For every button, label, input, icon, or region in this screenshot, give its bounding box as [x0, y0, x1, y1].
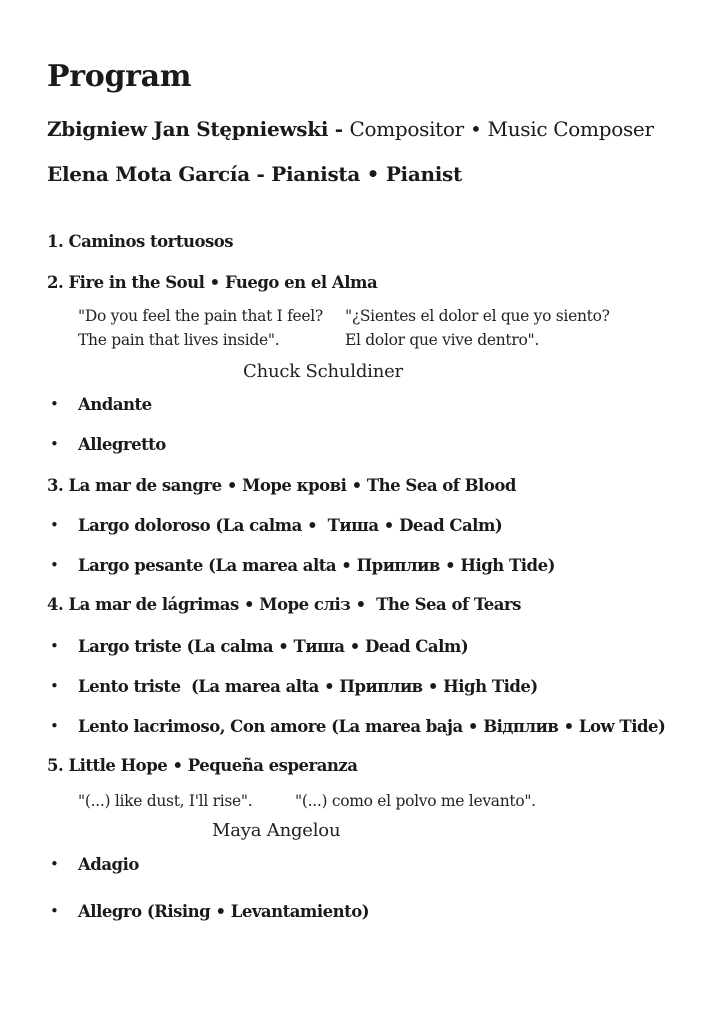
quote-line: The pain that lives inside".	[78, 331, 280, 349]
movement-label: Allegretto	[78, 435, 166, 454]
quote-line: "(...) like dust, I'll rise".	[78, 792, 253, 810]
quote-original-text	[78, 304, 345, 352]
program-section-heading: 4. La mar de lágrimas • Море сліз • The Sea of Tears	[47, 595, 521, 614]
composer-credit-line	[47, 117, 682, 142]
quote-line: "¿Sientes el dolor el que yo siento?	[345, 307, 610, 325]
bullet-icon: •	[50, 902, 59, 920]
bullet-icon: •	[50, 637, 59, 655]
quote-block	[78, 304, 682, 352]
bullet-icon: •	[50, 677, 59, 695]
program-movement-item	[47, 394, 682, 415]
program-movement-item	[47, 515, 682, 536]
quote-line: "(...) como el polvo me levanto".	[295, 792, 536, 810]
program-section-heading: 5. Little Hope • Pequeña esperanza	[47, 756, 358, 775]
movement-label: Allegro (Rising • Levantamiento)	[78, 902, 370, 921]
movement-label: Andante	[78, 395, 152, 414]
movement-label: Largo doloroso (La calma • Тиша • Dead Calm)	[78, 516, 503, 535]
bullet-icon: •	[50, 855, 59, 873]
program-movement-item	[47, 854, 682, 875]
program-movement-item	[47, 636, 682, 657]
movement-label: Lento lacrimoso, Con amore (La marea baja • Відплив • Low Tide)	[78, 717, 666, 736]
quote-attribution: Chuck Schuldiner	[243, 361, 403, 382]
credit-separator: -	[249, 162, 272, 186]
program-section-heading: 3. La mar de sangre • Море крові • The Sea of Blood	[47, 476, 516, 495]
pianist-role: Pianista • Pianist	[271, 162, 462, 186]
bullet-icon: •	[50, 435, 59, 453]
movement-label: Largo pesante (La marea alta • Приплив • High Tide)	[78, 556, 555, 575]
quote-translated-text	[295, 789, 536, 813]
bullet-icon: •	[50, 395, 59, 413]
quote-line: "Do you feel the pain that I feel?	[78, 307, 323, 325]
program-movement-item	[47, 901, 682, 922]
bullet-icon: •	[50, 717, 59, 735]
page-title: Program	[47, 59, 192, 94]
movement-label: Largo triste (La calma • Тиша • Dead Calm)	[78, 637, 469, 656]
quote-attribution: Maya Angelou	[212, 820, 341, 841]
composer-name: Zbigniew Jan Stępniewski	[47, 117, 329, 141]
program-movement-item	[47, 434, 682, 455]
pianist-credit-line	[47, 162, 682, 187]
quote-line: El dolor que vive dentro".	[345, 331, 539, 349]
bullet-icon: •	[50, 556, 59, 574]
bullet-icon: •	[50, 516, 59, 534]
program-movement-item	[47, 716, 682, 737]
quote-translated-text	[345, 304, 610, 352]
quote-block	[78, 789, 682, 813]
program-movement-item	[47, 555, 682, 576]
program-section-heading: 1. Caminos tortuosos	[47, 232, 234, 251]
pianist-name: Elena Mota García	[47, 162, 250, 186]
quote-original-text	[78, 789, 295, 813]
program-list	[47, 231, 682, 922]
movement-label: Lento triste (La marea alta • Приплив • High Tide)	[78, 677, 538, 696]
movement-label: Adagio	[78, 855, 139, 874]
composer-role: Compositor • Music Composer	[349, 117, 654, 141]
program-movement-item	[47, 676, 682, 697]
program-section-heading: 2. Fire in the Soul • Fuego en el Alma	[47, 273, 378, 292]
credit-separator: -	[328, 117, 350, 141]
